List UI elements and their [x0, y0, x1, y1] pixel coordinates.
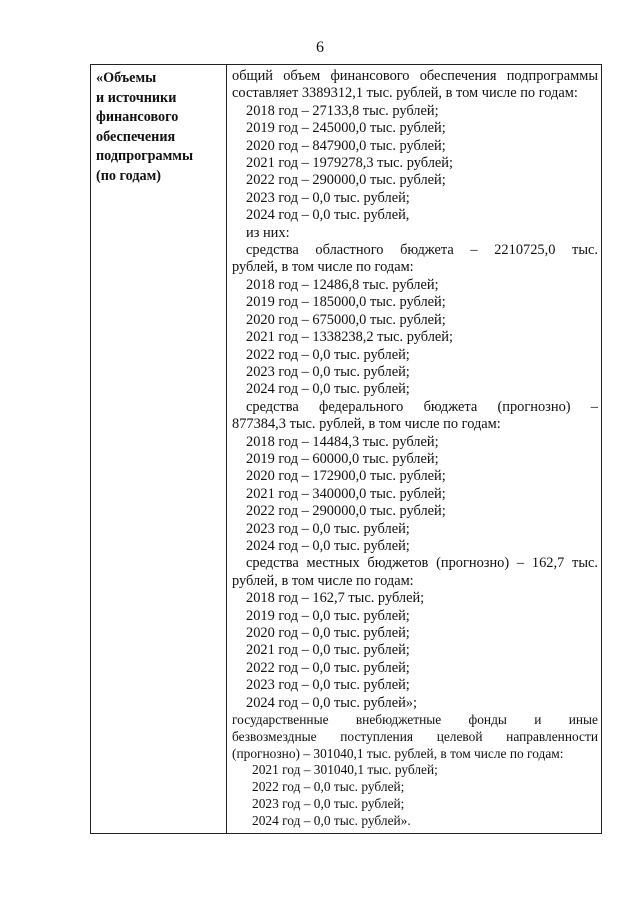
funding-line: рублей, в том числе по годам:: [232, 259, 414, 276]
funding-line: 2020 год – 847900,0 тыс. рублей;: [246, 137, 446, 154]
funding-line: 2022 год – 0,0 тыс. рублей;: [252, 779, 405, 795]
funding-line: 2022 год – 0,0 тыс. рублей;: [246, 346, 410, 363]
funding-line: 2022 год – 290000,0 тыс. рублей;: [246, 503, 446, 520]
funding-line: 877384,3 тыс. рублей, в том числе по годам:: [232, 416, 501, 433]
funding-line: 2022 год – 290000,0 тыс. рублей;: [246, 172, 446, 189]
funding-line: безвозмездные поступления целевой направленности: [232, 728, 598, 744]
funding-line: средства федерального бюджета (прогнозно) –: [246, 398, 598, 415]
funding-line: 2024 год – 0,0 тыс. рублей».: [252, 812, 411, 828]
page-number: 6: [316, 39, 324, 56]
funding-line: общий объем финансового обеспечения подпрограммы: [232, 68, 598, 84]
heading-line: (по годам): [96, 167, 161, 184]
funding-line: средства областного бюджета – 2210725,0 тыс.: [246, 242, 598, 259]
funding-details: [232, 68, 598, 830]
funding-line: 2018 год – 14484,3 тыс. рублей;: [246, 433, 439, 450]
heading-line: подпрограммы: [96, 148, 194, 165]
funding-line: (прогнозно) – 301040,1 тыс. рублей, в том числе по годам:: [232, 745, 564, 761]
subprogram-funding-heading: [96, 69, 224, 187]
funding-line: 2020 год – 675000,0 тыс. рублей;: [246, 311, 446, 328]
funding-line: 2018 год – 12486,8 тыс. рублей;: [246, 276, 439, 293]
funding-line: 2021 год – 340000,0 тыс. рублей;: [246, 485, 446, 502]
funding-line: 2023 год – 0,0 тыс. рублей;: [246, 677, 410, 694]
heading-line: финансового: [96, 109, 179, 126]
funding-line: 2020 год – 172900,0 тыс. рублей;: [246, 468, 446, 485]
funding-line: 2023 год – 0,0 тыс. рублей;: [252, 796, 405, 812]
funding-line: 2019 год – 0,0 тыс. рублей;: [246, 607, 410, 624]
funding-line: 2024 год – 0,0 тыс. рублей,: [246, 207, 410, 224]
funding-line: 2019 год – 185000,0 тыс. рублей;: [246, 294, 446, 311]
funding-line: 2023 год – 0,0 тыс. рублей;: [246, 520, 410, 537]
funding-line: составляет 3389312,1 тыс. рублей, в том числе по годам:: [232, 85, 578, 102]
funding-line: 2018 год – 27133,8 тыс. рублей;: [246, 102, 439, 119]
funding-line: 2021 год – 1979278,3 тыс. рублей;: [246, 155, 453, 172]
funding-line: 2024 год – 0,0 тыс. рублей»;: [246, 694, 417, 711]
funding-line: 2024 год – 0,0 тыс. рублей;: [246, 537, 410, 554]
funding-line: средства местных бюджетов (прогнозно) – 162,7 тыс.: [246, 555, 598, 572]
column-divider: [226, 65, 227, 833]
funding-line: 2019 год – 245000,0 тыс. рублей;: [246, 120, 446, 137]
funding-line: 2018 год – 162,7 тыс. рублей;: [246, 590, 425, 607]
funding-line: 2021 год – 1338238,2 тыс. рублей;: [246, 329, 453, 346]
funding-line: из них:: [246, 224, 290, 241]
heading-line: и источники: [96, 89, 177, 106]
funding-line: 2022 год – 0,0 тыс. рублей;: [246, 659, 410, 676]
funding-line: 2024 год – 0,0 тыс. рублей;: [246, 381, 410, 398]
funding-line: государственные внебюджетные фонды и иные: [232, 712, 598, 728]
funding-line: 2021 год – 0,0 тыс. рублей;: [246, 642, 410, 659]
funding-table: [90, 64, 602, 834]
heading-line: обеспечения: [96, 128, 176, 145]
funding-line: 2023 год – 0,0 тыс. рублей;: [246, 189, 410, 206]
funding-line: 2023 год – 0,0 тыс. рублей;: [246, 363, 410, 380]
heading-line: «Объемы: [96, 70, 157, 86]
funding-line: рублей, в том числе по годам:: [232, 572, 414, 589]
funding-line: 2019 год – 60000,0 тыс. рублей;: [246, 450, 439, 467]
funding-line: 2021 год – 301040,1 тыс. рублей;: [252, 762, 438, 778]
funding-line: 2020 год – 0,0 тыс. рублей;: [246, 625, 410, 641]
